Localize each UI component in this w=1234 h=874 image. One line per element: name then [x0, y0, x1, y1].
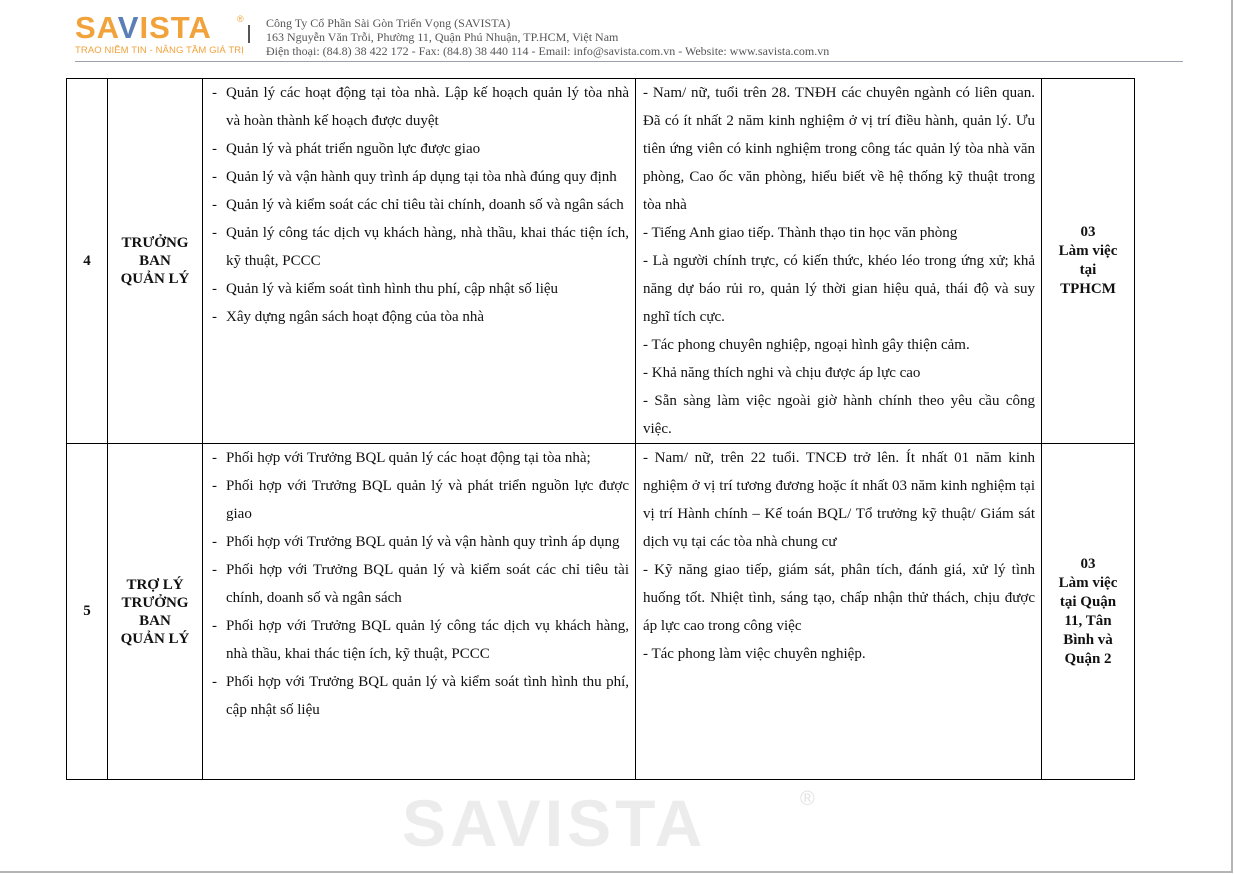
logo-wordmark: SAVISTA [75, 10, 212, 45]
header-rule [75, 61, 1183, 62]
logo-tagline: TRAO NIỀM TIN - NÂNG TẦM GIÁ TRỊ [75, 45, 244, 56]
savista-logo [75, 12, 245, 60]
duty-item: - Xây dựng ngân sách hoạt động của tòa nhà [209, 303, 629, 331]
requirement-item: - Sẵn sàng làm việc ngoài giờ hành chính theo yêu cầu công việc. [643, 393, 1035, 437]
company-info [266, 16, 829, 58]
duty-item: - Quản lý và phát triển nguồn lực được giao [209, 135, 629, 163]
duties-list [209, 79, 629, 331]
company-address: 163 Nguyễn Văn Trỗi, Phường 11, Quận Phú Nhuận, TP.HCM, Việt Nam [266, 30, 619, 44]
requirement-item: - Tác phong chuyên nghiệp, ngoại hình gây thiện cảm. [643, 337, 970, 353]
requirement-item: - Là người chính trực, có kiến thức, khéo léo trong ứng xử; khả năng dự báo rủi ro, quản lý thời gian hiệu quả, thái độ và suy nghĩ tích cực. [643, 253, 1035, 325]
quantity-cell [1042, 79, 1135, 444]
quantity-location: 03 Làm việc tại Quận 11, Tân Bình và Quận 2 [1058, 555, 1118, 667]
watermark: SAVISTA [402, 786, 707, 860]
watermark-registered-mark: ® [800, 788, 815, 810]
requirement-item: - Kỹ năng giao tiếp, giám sát, phân tích, đánh giá, xử lý tình huống tốt. Nhiệt tình, sáng tạo, chấp nhận thử thách, chịu được áp lực cao trong công việc [643, 562, 1035, 634]
requirement-item: - Tiếng Anh giao tiếp. Thành thạo tin học văn phòng [643, 225, 958, 241]
job-table [66, 78, 1135, 780]
duty-item: - Phối hợp với Trưởng BQL quản lý và vận hành quy trình áp dụng [209, 528, 629, 556]
requirements-cell [636, 79, 1042, 444]
row-number: 4 [67, 79, 108, 444]
requirement-item: - Khả năng thích nghi và chịu được áp lực cao [643, 365, 921, 381]
logo-registered-mark: ® [237, 14, 244, 24]
row-number: 5 [67, 444, 108, 780]
quantity-cell [1042, 444, 1135, 780]
requirement-item: - Nam/ nữ, trên 22 tuổi. TNCĐ trở lên. Ít nhất 01 năm kinh nghiệm ở vị trí tương đương hoặc ít nhất 03 năm kinh nghiệm tại vị trí Hành chính – Kế toán BQL/ Tổ trưởng kỹ thuật/ Giám sát dịch vụ tại các tòa nhà chung cư [643, 450, 1035, 550]
duty-item: - Phối hợp với Trưởng BQL quản lý các hoạt động tại tòa nhà; [209, 444, 629, 472]
header-separator [248, 25, 250, 43]
duty-item: - Phối hợp với Trưởng BQL quản lý và phát triển nguồn lực được giao [209, 472, 629, 528]
duty-item: - Quản lý các hoạt động tại tòa nhà. Lập kế hoạch quản lý tòa nhà và hoàn thành kế hoạch được duyệt [209, 79, 629, 135]
requirement-item: - Nam/ nữ, tuổi trên 28. TNĐH các chuyên ngành có liên quan. Đã có ít nhất 2 năm kinh nghiệm ở vị trí điều hành, quản lý. Ưu tiên ứng viên có kinh nghiệm trong công tác quản lý tòa nhà văn phòng, Cao ốc văn phòng, hiểu biết về hệ thống kỹ thuật trong tòa nhà [643, 85, 1035, 213]
table-row [67, 444, 1135, 780]
company-name: Công Ty Cổ Phần Sài Gòn Triển Vọng (SAVISTA) [266, 16, 511, 30]
duty-item: - Phối hợp với Trưởng BQL quản lý công tác dịch vụ khách hàng, nhà thầu, khai thác tiện ích, kỹ thuật, PCCC [209, 612, 629, 668]
duties-cell [203, 444, 636, 780]
requirement-item: - Tác phong làm việc chuyên nghiệp. [643, 646, 866, 662]
quantity-location: 03 Làm việc tại TPHCM [1058, 224, 1118, 297]
table-row [67, 79, 1135, 444]
requirements-cell [636, 444, 1042, 780]
duty-item: - Quản lý và vận hành quy trình áp dụng tại tòa nhà đúng quy định [209, 163, 629, 191]
company-contact: Điện thoại: (84.8) 38 422 172 - Fax: (84.8) 38 440 114 - Email: info@savista.com.vn - Website: www.savista.com.vn [266, 44, 830, 58]
duty-item: - Phối hợp với Trưởng BQL quản lý và kiểm soát tình hình thu phí, cập nhật số liệu [209, 668, 629, 724]
duty-item: - Quản lý và kiểm soát tình hình thu phí, cập nhật số liệu [209, 275, 629, 303]
duties-cell [203, 79, 636, 444]
job-title-cell [108, 79, 203, 444]
duty-item: - Phối hợp với Trưởng BQL quản lý và kiểm soát các chỉ tiêu tài chính, doanh số và ngân sách [209, 556, 629, 612]
job-title-cell [108, 444, 203, 780]
duty-item: - Quản lý công tác dịch vụ khách hàng, nhà thầu, khai thác tiện ích, kỹ thuật, PCCC [209, 219, 629, 275]
job-title: TRƯỞNG BAN QUẢN LÝ [120, 235, 190, 287]
duties-list [209, 444, 629, 724]
duty-item: - Quản lý và kiểm soát các chỉ tiêu tài chính, doanh số và ngân sách [209, 191, 629, 219]
job-title: TRỢ LÝ TRƯỞNG BAN QUẢN LÝ [120, 576, 190, 647]
